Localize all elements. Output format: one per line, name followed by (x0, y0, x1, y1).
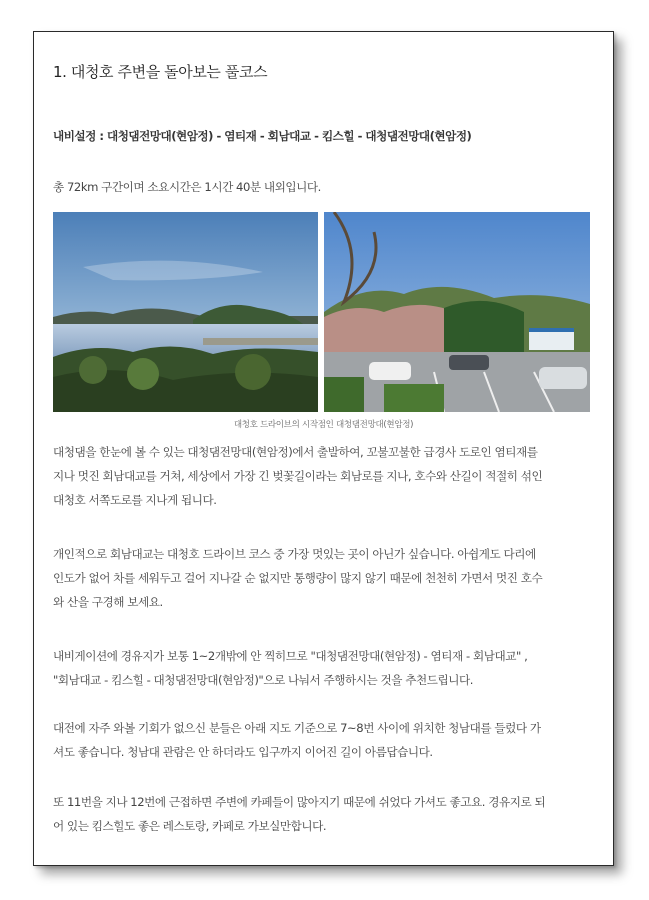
article-frame (33, 31, 614, 866)
route-summary: 총 72km 구간이며 소요시간은 1시간 40분 내외입니다. (53, 180, 321, 194)
paragraph-line: 내비게이션에 경유지가 보통 1~2개밖에 안 찍히므로 "대청댐전망대(현암정) - 염티재 - 회남대교" , (53, 649, 528, 663)
paragraph-line: 또 11번을 지나 12번에 근접하면 주변에 카페들이 많아지기 때문에 쉬었다 가셔도 좋고요. 경유지로 되 (53, 795, 546, 809)
navi-setting: 내비설정 : 대청댐전망대(현암정) - 염티재 - 회남대교 - 킴스힐 - 대청댐전망대(현암정) (53, 129, 472, 143)
paragraph-line: 대전에 자주 와볼 기회가 없으신 분들은 아래 지도 기준으로 7~8번 사이에 위치한 청남대를 들렀다 가 (53, 721, 541, 735)
paragraph-line: 어 있는 킴스힐도 좋은 레스토랑, 카페로 가보실만합니다. (53, 819, 327, 833)
paragraph-line: 와 산을 구경해 보세요. (53, 595, 163, 609)
article-heading: 1. 대청호 주변을 돌아보는 풀코스 (53, 63, 268, 81)
paragraph-line: 대청댐을 한눈에 볼 수 있는 대청댐전망대(현암정)에서 출발하여, 꼬불꼬불한 급경사 도로인 염티재를 (53, 445, 538, 459)
paragraph-line: 셔도 좋습니다. 청남대 관람은 안 하더라도 입구까지 이어진 길이 아름답습니다. (53, 745, 433, 759)
paragraph-line: 개인적으로 회남대교는 대청호 드라이브 코스 중 가장 멋있는 곳이 아닌가 싶습니다. 아쉽게도 다리에 (53, 547, 536, 561)
paragraph-line: 지나 멋진 회남대교를 거쳐, 세상에서 가장 긴 벚꽃길이라는 회남로를 지나, 호수와 산길이 적절히 섞인 (53, 469, 543, 483)
photo-caption: 대청호 드라이브의 시작점인 대청댐전망대(현암정) (233, 420, 414, 430)
paragraph-line: 대청호 서쪽도로를 지나게 됩니다. (53, 493, 217, 507)
paragraph-line: "회남대교 - 킴스힐 - 대청댐전망대(현암정)"으로 나눠서 주행하시는 것을 추천드립니다. (53, 673, 473, 687)
paragraph-line: 인도가 없어 차를 세워두고 걸어 지나갈 순 없지만 통행량이 많지 않기 때문에 천천히 가면서 멋진 호수 (53, 571, 543, 585)
lake-view-photo (53, 212, 318, 412)
parking-lot-photo (324, 212, 590, 412)
